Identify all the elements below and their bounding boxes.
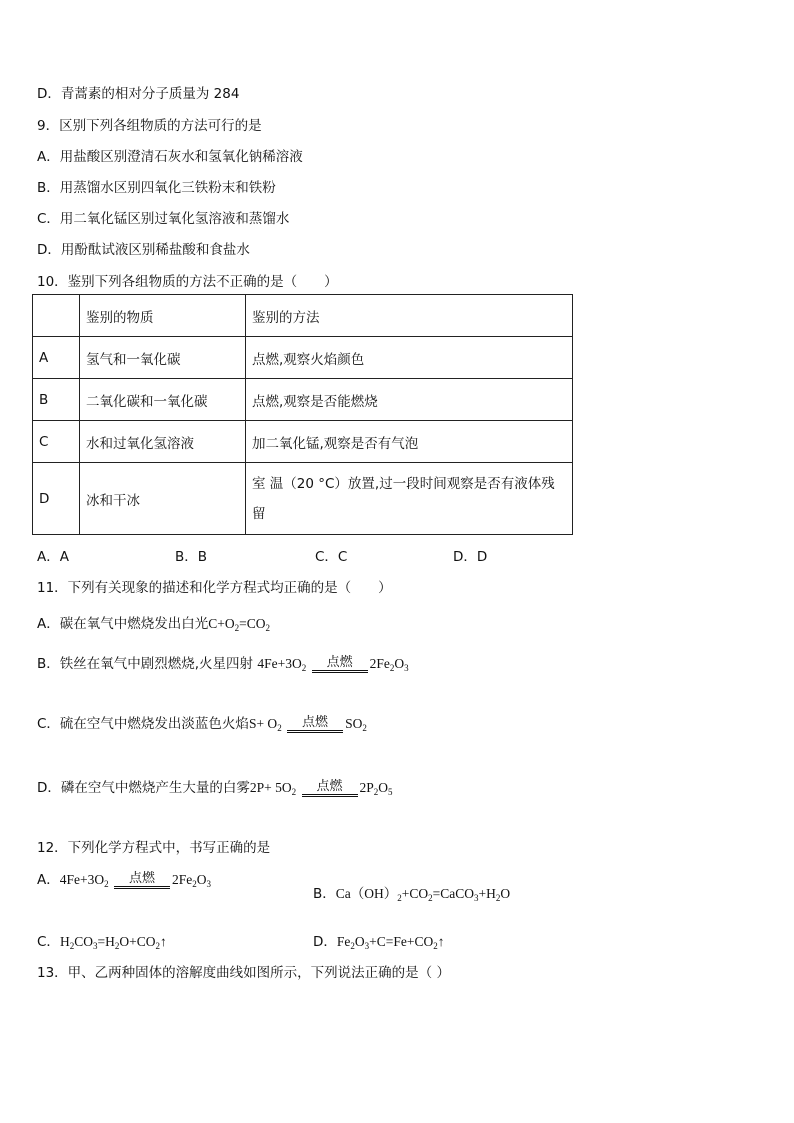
q12-d-equation: $Fe_2O_3+C=Fe+CO_2↑$	[336, 934, 445, 951]
q9-option-a: A．用盐酸区别澄清石灰水和氢氧化钠稀溶液	[37, 149, 303, 165]
q9-option-c: C．用二氧化锰区别过氧化氢溶液和蒸馏水	[37, 211, 290, 227]
q11-d-text: D．磷在空气中燃烧产生大量的白雾	[37, 780, 250, 796]
table-cell: B	[33, 379, 80, 421]
table-header-cell: 鉴别的方法	[246, 295, 573, 337]
q9-option-b: B．用蒸馏水区别四氧化三铁粉末和铁粉	[37, 180, 276, 196]
reaction-condition: 点燃	[312, 656, 368, 673]
q9-stem: 9．区别下列各组物质的方法可行的是	[37, 118, 262, 134]
q11-a-equation: $C+O_2=CO_2$	[208, 616, 270, 633]
q11-b-equation: $4Fe+3O_2$ 点燃 $2Fe_2O_3$	[257, 655, 409, 673]
q11-c-equation: $S+ O_2$ 点燃 $SO_2$	[248, 715, 367, 733]
table-header-row	[33, 295, 573, 337]
table-cell: 二氧化碳和一氧化碳	[80, 379, 246, 421]
table-cell: 点燃,观察火焰颜色	[246, 337, 573, 379]
reaction-condition: 点燃	[302, 780, 358, 797]
q10-option-c: C．C	[315, 549, 348, 565]
table-cell: A	[33, 337, 80, 379]
q11-a-text: A．碳在氧气中燃烧发出白光	[37, 616, 209, 632]
q12-a-equation: $4Fe+3O_2$ 点燃 $2Fe_2O_3$	[59, 871, 211, 889]
q11-b-text: B．铁丝在氧气中剧烈燃烧,火星四射	[37, 656, 254, 672]
table-cell: 室 温（20 °C）放置,过一段时间观察是否有液体残留	[246, 463, 573, 535]
q12-option-c: C．$H_2CO_3=H_2O+CO_2↑$	[37, 934, 167, 951]
table-cell: 冰和干冰	[80, 463, 246, 535]
q12-option-a: A．$4Fe+3O_2$ 点燃 $2Fe_2O_3$	[37, 871, 211, 889]
table-header-cell	[33, 295, 80, 337]
q11-option-d	[37, 776, 393, 797]
table-header-cell: 鉴别的物质	[80, 295, 246, 337]
table-cell: C	[33, 421, 80, 463]
q11-option-a	[37, 612, 270, 633]
q8-option-d: D．青蒿素的相对分子质量为 284	[37, 86, 240, 102]
q12-option-d: D．$Fe_2O_3+C=Fe+CO_2↑$	[313, 934, 445, 951]
q11-option-b	[37, 652, 409, 673]
q10-option-a: A．A	[37, 549, 69, 565]
q11-option-c	[37, 712, 367, 733]
q11-stem: 11．下列有关现象的描述和化学方程式均正确的是（ ）	[37, 580, 392, 596]
q12-stem: 12．下列化学方程式中，书写正确的是	[37, 840, 271, 856]
table-cell: 水和过氧化氢溶液	[80, 421, 246, 463]
q12-c-equation: $H_2CO_3=H_2O+CO_2↑$	[59, 934, 167, 951]
table-cell: D	[33, 463, 80, 535]
reaction-condition: 点燃	[287, 716, 343, 733]
q10-option-d: D．D	[453, 549, 488, 565]
q12-option-b: B．$Ca(OH)_2+CO_2=CaCO_3+H_2O$	[313, 886, 511, 903]
q12-b-equation: $Ca(OH)_2+CO_2=CaCO_3+H_2O$	[335, 886, 511, 903]
q11-d-equation: $2P+ 5O_2$ 点燃 $2P_2O_5$	[249, 779, 393, 797]
table-cell: 氢气和一氧化碳	[80, 337, 246, 379]
reaction-condition: 点燃	[114, 872, 170, 889]
table-row	[33, 379, 573, 421]
table-cell: 加二氧化锰,观察是否有气泡	[246, 421, 573, 463]
q10-stem: 10．鉴别下列各组物质的方法不正确的是（ ）	[37, 274, 338, 290]
table-row	[33, 337, 573, 379]
q9-option-d: D．用酚酞试液区别稀盐酸和食盐水	[37, 242, 250, 258]
table-row	[33, 463, 573, 535]
q10-option-b: B．B	[175, 549, 208, 565]
table-row	[33, 421, 573, 463]
q11-c-text: C．硫在空气中燃烧发出淡蓝色火焰	[37, 716, 249, 732]
table-cell: 点燃,观察是否能燃烧	[246, 379, 573, 421]
q13-stem: 13．甲、乙两种固体的溶解度曲线如图所示，下列说法正确的是（ ）	[37, 965, 450, 981]
q10-table	[32, 294, 573, 535]
